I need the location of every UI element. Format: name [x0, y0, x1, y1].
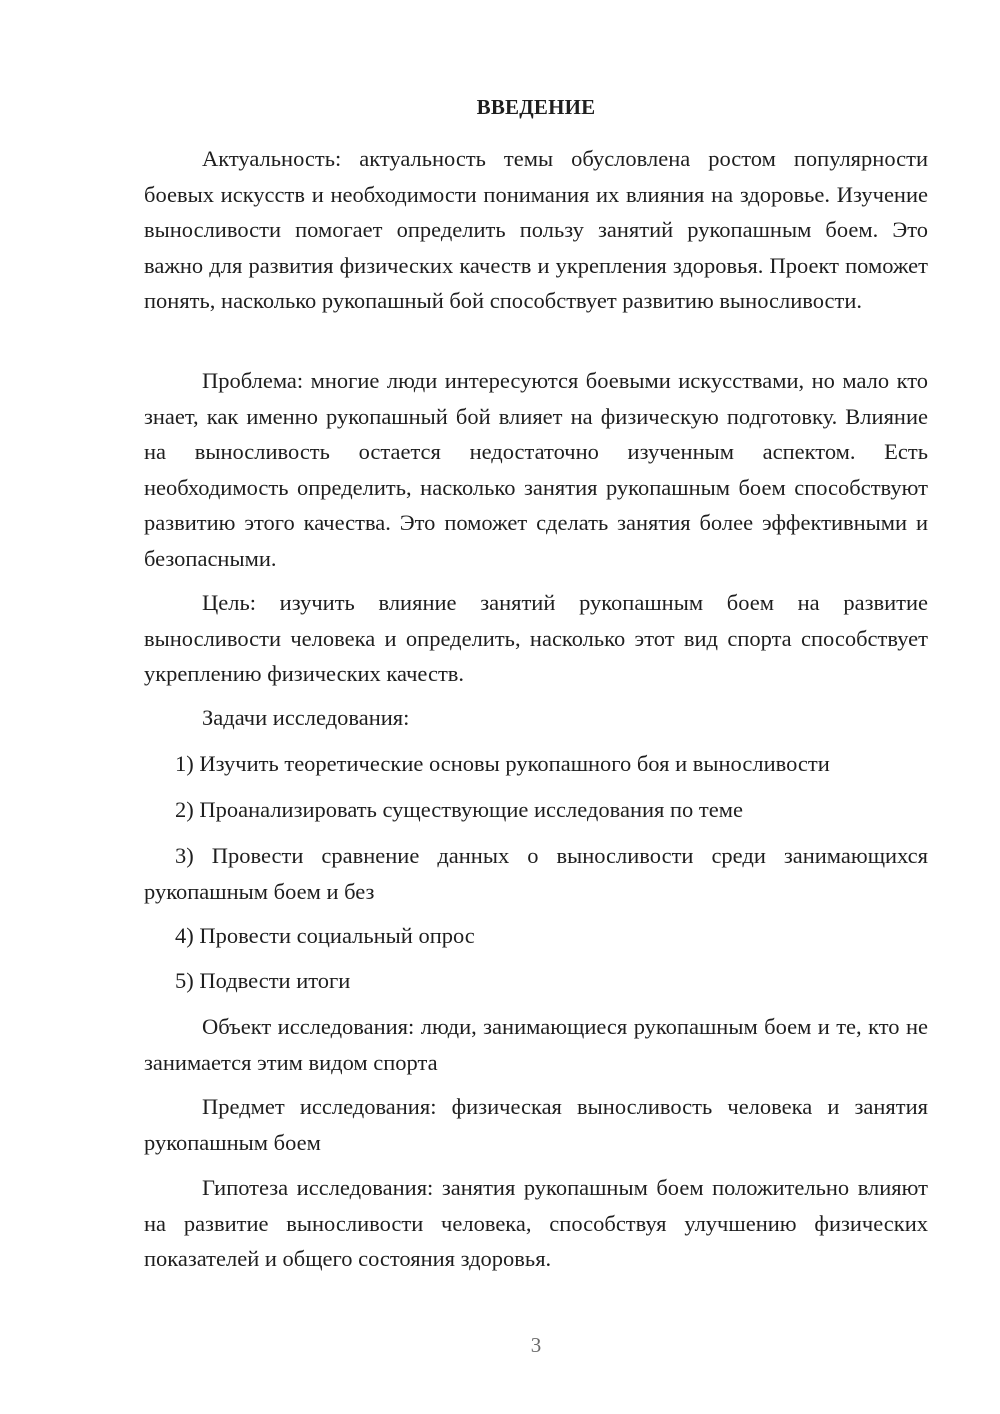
task-item-3: 3) Провести сравнение данных о выносливости среди занимающихся рукопашным боем и без: [144, 843, 928, 904]
section-heading: ВВЕДЕНИЕ: [476, 95, 596, 119]
tasks-title: Задачи исследования:: [202, 705, 410, 730]
task-item-4: 4) Провести социальный опрос: [175, 923, 475, 948]
paragraph-subject: Предмет исследования: физическая выносливость человека и занятия рукопашным боем: [144, 1094, 928, 1155]
task-item-5: 5) Подвести итоги: [175, 968, 351, 993]
page-number: 3: [530, 1333, 542, 1357]
paragraph-problem: Проблема: многие люди интересуются боевыми искусствами, но мало кто знает, как именно рукопашный бой влияет на физическую подготовку. Влияние на выносливость остается недостаточно изученным аспектом. Есть необходимость определить, насколько занятия рукопашным боем способствуют развитию этого качества. Это поможет сделать занятия более эффективными и безопасными.: [144, 368, 928, 571]
task-item-1: 1) Изучить теоретические основы рукопашного боя и выносливости: [175, 751, 830, 776]
task-item-2: 2) Проанализировать существующие исследования по теме: [175, 797, 743, 822]
paragraph-hypothesis: Гипотеза исследования: занятия рукопашным боем положительно влияют на развитие выносливости человека, способствуя улучшению физических показателей и общего состояния здоровья.: [144, 1175, 928, 1271]
paragraph-relevance: Актуальность: актуальность темы обусловлена ростом популярности боевых искусств и необходимости понимания их влияния на здоровье. Изучение выносливости помогает определить пользу занятий рукопашным боем. Это важно для развития физических качеств и укрепления здоровья. Проект поможет понять, насколько рукопашный бой способствует развитию выносливости.: [144, 146, 928, 313]
paragraph-object: Объект исследования: люди, занимающиеся рукопашным боем и те, кто не занимается этим видом спорта: [144, 1014, 928, 1075]
paragraph-goal: Цель: изучить влияние занятий рукопашным боем на развитие выносливости человека и определить, насколько этот вид спорта способствует укреплению физических качеств.: [144, 590, 928, 686]
